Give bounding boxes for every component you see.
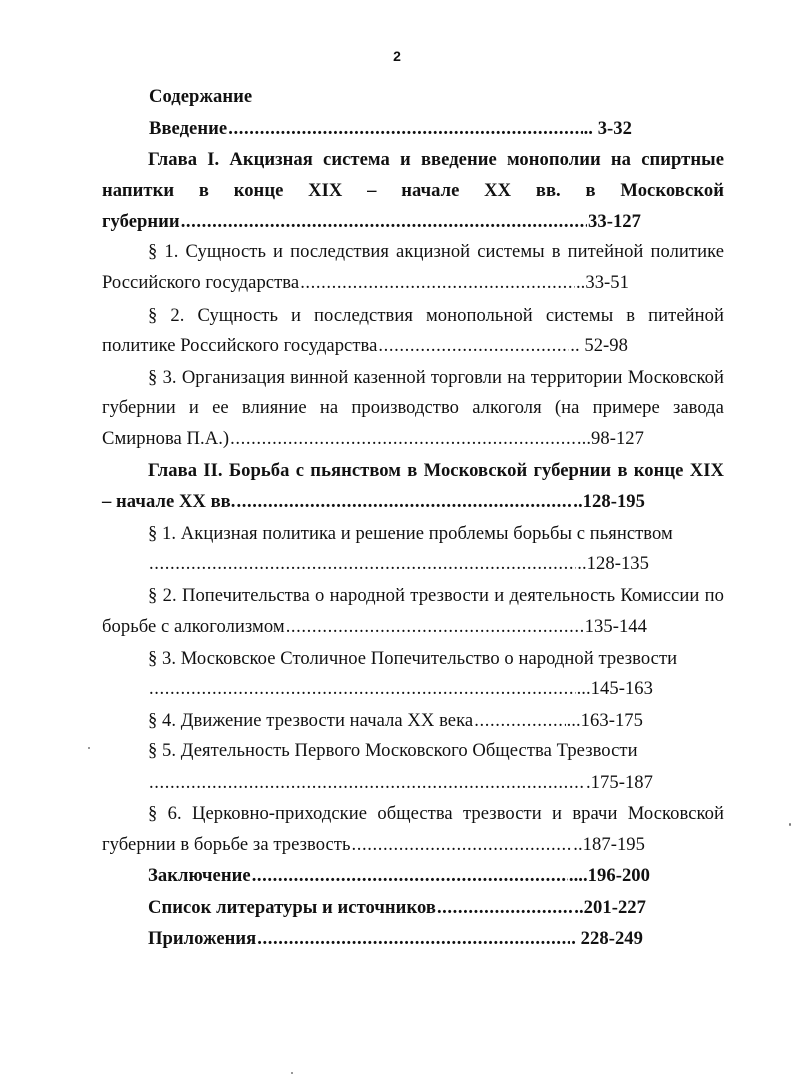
ch1-section3-line2: губернии и ее влияние на производство алкоголя (на примере завода <box>102 397 724 418</box>
toc-entry-label: Приложения <box>148 928 257 949</box>
page-number: 2 <box>393 48 401 64</box>
toc-entry-ch1-section3 <box>102 430 644 449</box>
toc-entry-ch2-section6 <box>102 836 645 855</box>
ch2-section3-line1: § 3. Московское Столичное Попечительство о народной трезвости <box>148 648 678 669</box>
toc-entry-ch2-section1 <box>148 555 649 574</box>
toc-page-range: ..128-135 <box>577 553 649 574</box>
ch2-section2-line1: § 2. Попечительства о народной трезвости и деятельность Комиссии по <box>148 585 724 606</box>
toc-page-range: .175-187 <box>585 772 653 793</box>
toc-entry-ch1-section2 <box>102 337 628 356</box>
toc-entry-label: Заключение <box>148 865 251 886</box>
toc-heading: Содержание <box>149 86 253 107</box>
toc-page-range: ...163-175 <box>566 710 643 731</box>
toc-leader-dots <box>252 867 568 886</box>
ch2-section6-line1: § 6. Церковно-приходские общества трезвости и врачи Московской <box>148 803 724 824</box>
toc-leader-dots <box>300 274 575 293</box>
toc-leader-dots <box>257 930 570 949</box>
toc-entry-appendices <box>148 930 643 949</box>
toc-entry-chapter2 <box>102 493 645 512</box>
scan-speck <box>291 1072 293 1074</box>
ch1-section2-line1: § 2. Сущность и последствия монопольной системы в питейной <box>148 305 724 326</box>
toc-entry-label: Российского государства <box>102 272 300 293</box>
toc-page-range: ...145-163 <box>576 678 653 699</box>
chapter2-title-line1: Глава II. Борьба с пьянством в Московской губернии в конце XIX <box>148 460 724 481</box>
toc-page-range: ..33-51 <box>575 272 629 293</box>
toc-page-range: .. 52-98 <box>570 335 628 356</box>
toc-page-range: ....196-200 <box>568 865 650 886</box>
toc-leader-dots <box>149 555 576 574</box>
toc-entry-label: борьбе с алкоголизмом <box>102 616 285 637</box>
toc-page-range: ..128-195 <box>573 491 645 512</box>
ch1-section3-line1: § 3. Организация винной казенной торговли на территории Московской <box>148 367 724 388</box>
ch1-section1-line1: § 1. Сущность и последствия акцизной системы в питейной политике <box>148 241 724 262</box>
toc-entry-label: Смирнова П.А.) <box>102 428 230 449</box>
toc-page-range: 135-144 <box>584 616 647 637</box>
toc-entry-ch2-section3 <box>148 680 653 699</box>
toc-leader-dots <box>236 493 572 512</box>
scan-speck <box>88 747 90 749</box>
chapter1-title-line1: Глава I. Акцизная система и введение монополии на спиртные <box>148 149 724 170</box>
toc-entry-label: губернии <box>102 211 180 232</box>
toc-entry-label: губернии в борьбе за трезвость <box>102 834 351 855</box>
toc-page-range: . 228-249 <box>571 928 643 949</box>
chapter1-title-line2: напитки в конце XIX – начале XX вв. в Московской <box>102 180 724 201</box>
toc-entry-label: Список литературы и источников <box>148 897 436 918</box>
toc-entry-chapter1 <box>102 213 641 232</box>
toc-page-range: 33-127 <box>588 211 641 232</box>
toc-leader-dots <box>352 836 573 855</box>
toc-page-range: ..187-195 <box>573 834 645 855</box>
toc-leader-dots <box>286 618 584 637</box>
toc-page-range: .. 3-32 <box>583 118 632 139</box>
toc-entry-conclusion <box>148 867 650 886</box>
toc-entry-intro <box>149 120 632 139</box>
toc-leader-dots <box>181 213 587 232</box>
toc-page-range: ...98-127 <box>576 428 644 449</box>
toc-entry-label: политике Российского государства <box>102 335 378 356</box>
scan-speck <box>789 823 791 826</box>
toc-entry-bibliography <box>148 899 646 918</box>
toc-leader-dots <box>149 680 576 699</box>
toc-entry-ch1-section1 <box>102 274 629 293</box>
toc-leader-dots <box>474 712 565 731</box>
toc-leader-dots <box>378 337 569 356</box>
toc-leader-dots <box>230 430 576 449</box>
toc-entry-ch2-section4 <box>148 712 643 731</box>
ch2-section1-line1: § 1. Акцизная политика и решение проблемы борьбы с пьянством <box>148 523 673 544</box>
toc-leader-dots <box>149 774 585 793</box>
toc-entry-label: Введение <box>149 118 228 139</box>
toc-page-range: ..201-227 <box>574 897 646 918</box>
toc-entry-label: § 4. Движение трезвости начала XX века <box>148 710 474 731</box>
toc-entry-ch2-section2 <box>102 618 647 637</box>
toc-leader-dots <box>437 899 573 918</box>
toc-entry-ch2-section5 <box>148 774 653 793</box>
toc-entry-label: – начале XX вв. <box>102 491 236 512</box>
ch2-section5-line1: § 5. Деятельность Первого Московского Общества Трезвости <box>148 740 638 761</box>
toc-leader-dots <box>228 120 582 139</box>
